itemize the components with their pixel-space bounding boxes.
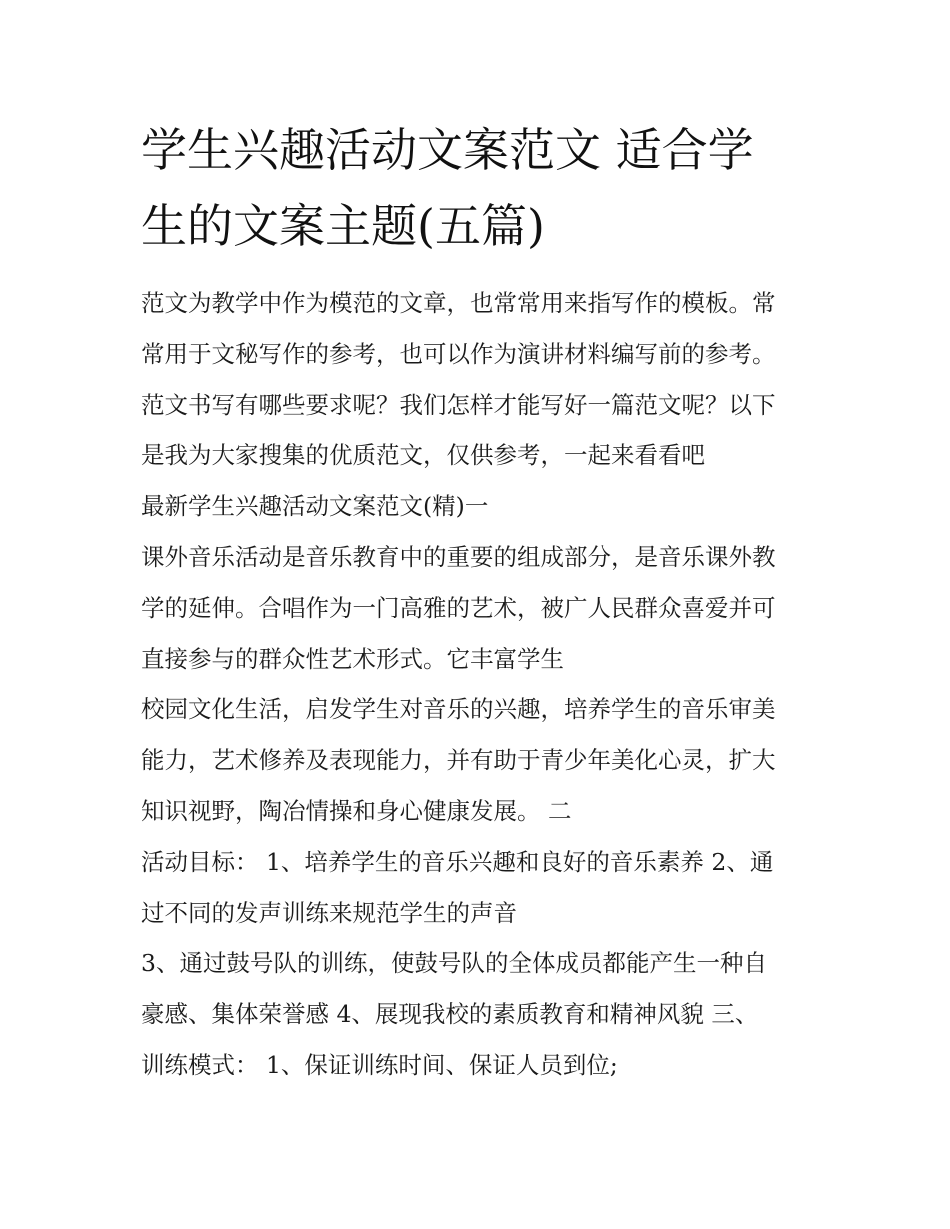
intro-line-4: 是我为大家搜集的优质范文，仅供参考，一起来看看吧 xyxy=(141,441,705,470)
intro-line-2: 常用于文秘写作的参考，也可以作为演讲材料编写前的参考。 xyxy=(141,339,776,368)
goals-line-2: 过不同的发声训练来规范学生的声音 xyxy=(141,898,517,927)
paragraph-line-5: 能力，艺术修养及表现能力，并有助于青少年美化心灵，扩大 xyxy=(141,746,776,775)
paragraph-line-4: 校园文化生活，启发学生对音乐的兴趣，培养学生的音乐审美 xyxy=(141,695,776,724)
paragraph-line-3: 直接参与的群众性艺术形式。它丰富学生 xyxy=(141,644,564,673)
paragraph-line-6: 知识视野，陶冶情操和身心健康发展。 二 xyxy=(141,796,572,825)
paragraph-line-2: 学的延伸。合唱作为一门高雅的艺术，被广人民群众喜爱并可 xyxy=(141,593,776,622)
goals-line-3: 3、通过鼓号队的训练，使鼓号队的全体成员都能产生一种自 xyxy=(141,949,767,978)
goals-line-1: 活动目标： 1、培养学生的音乐兴趣和良好的音乐素养 2、通 xyxy=(141,847,774,876)
title-line-1: 学生兴趣活动文案范文 适合学 xyxy=(141,123,754,177)
paragraph-line-1: 课外音乐活动是音乐教育中的重要的组成部分，是音乐课外教 xyxy=(141,542,776,571)
goals-line-4: 豪感、集体荣誉感 4、展现我校的素质教育和精神风貌 三、 xyxy=(141,1000,759,1029)
title-line-2: 生的文案主题(五篇) xyxy=(141,199,545,253)
section-heading: 最新学生兴趣活动文案范文(精)一 xyxy=(141,492,489,521)
training-line-1: 训练模式： 1、保证训练时间、保证人员到位; xyxy=(141,1050,618,1079)
intro-line-1: 范文为教学中作为模范的文章，也常常用来指写作的模板。常 xyxy=(141,289,776,317)
intro-line-3: 范文书写有哪些要求呢？我们怎样才能写好一篇范文呢？以下 xyxy=(141,390,776,419)
document-title xyxy=(141,112,831,264)
document-body xyxy=(141,278,821,1091)
